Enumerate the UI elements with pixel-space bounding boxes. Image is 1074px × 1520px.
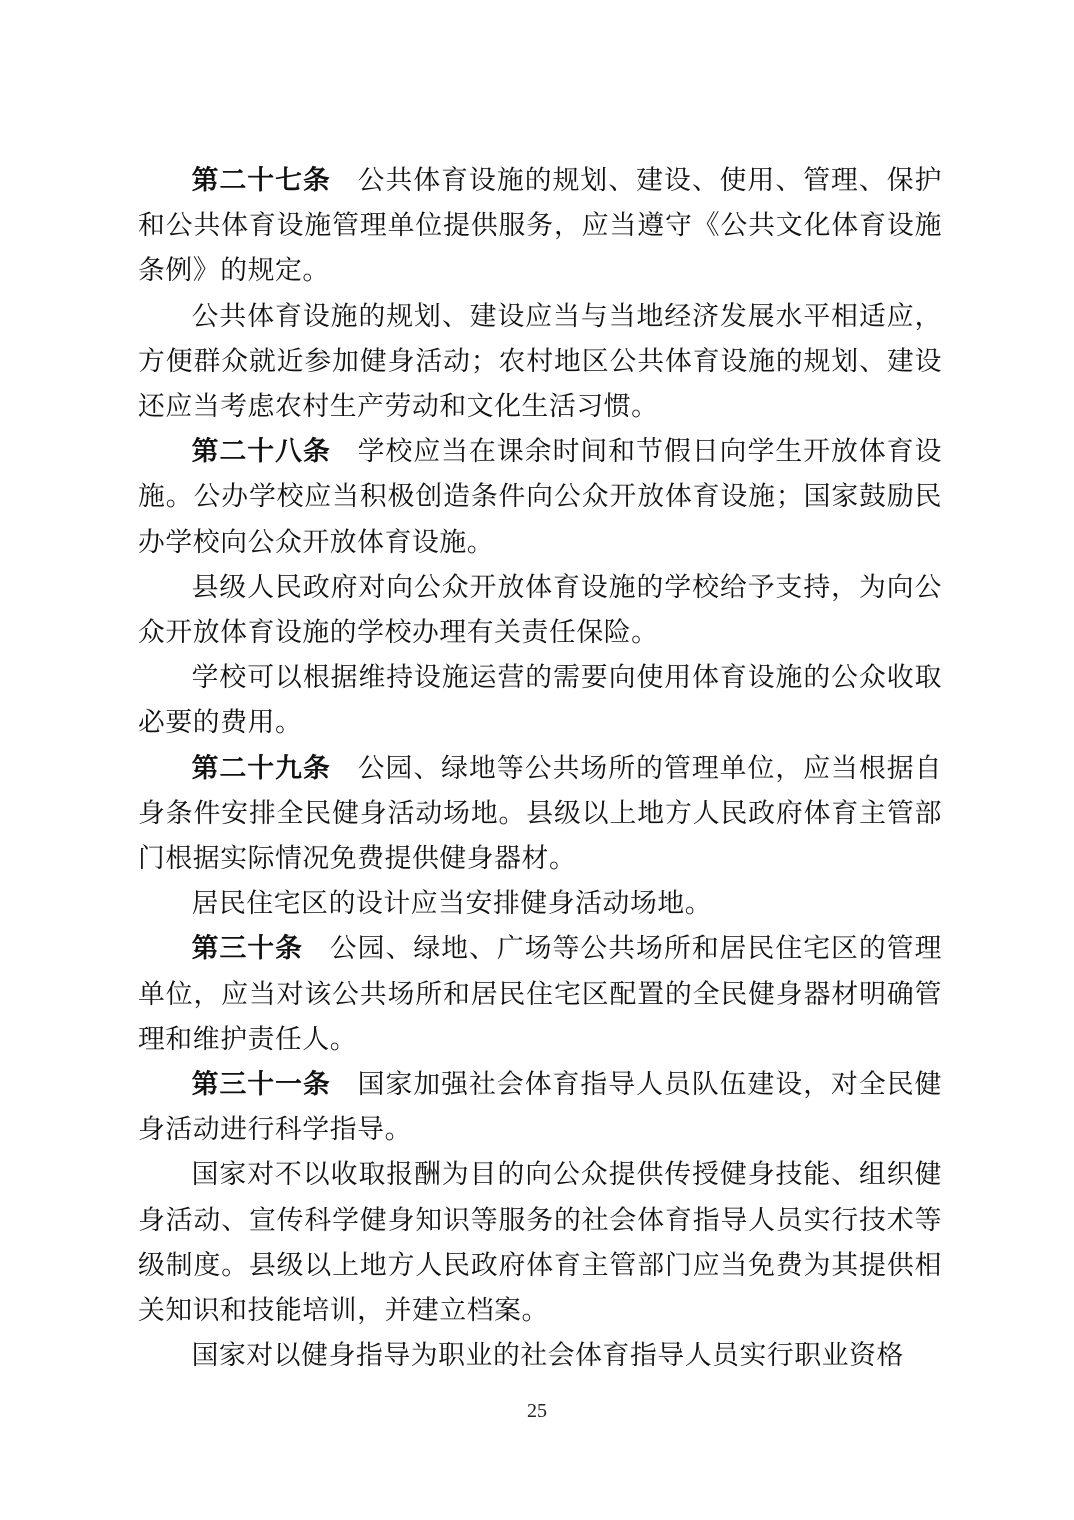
article-30-text-1: 公园、绿地、广场等公共场所和居民住宅区的管理单位，应当对该公共场所和居民住宅区配置的全民健身器材明确管理和维护责任人。 xyxy=(138,933,943,1055)
article-29-text-2: 居民住宅区的设计应当安排健身活动场地。 xyxy=(191,888,713,920)
article-27-heading: 第二十七条 xyxy=(191,165,331,196)
article-31-paragraph-3 xyxy=(138,1333,942,1378)
article-29-text-1: 公园、绿地等公共场所的管理单位，应当根据自身条件安排全民健身活动场地。县级以上地方人民政府体育主管部门根据实际情况免费提供健身器材。 xyxy=(138,752,942,875)
article-27-text-1: 公共体育设施的规划、建设、使用、管理、保护和公共体育设施管理单位提供服务，应当遵守《公共文化体育设施条例》的规定。 xyxy=(138,165,942,287)
article-29-paragraph-2 xyxy=(138,881,942,926)
article-28-paragraph-1 xyxy=(138,429,942,565)
article-28-text-2: 县级人民政府对向公众开放体育设施的学校给予支持，为向公众开放体育设施的学校办理有关责任保险。 xyxy=(138,571,942,649)
article-31-text-3: 国家对以健身指导为职业的社会体育指导人员实行职业资格 xyxy=(191,1340,904,1372)
article-30-heading: 第三十条 xyxy=(191,933,303,965)
article-28-paragraph-3 xyxy=(138,655,942,745)
page-number: 25 xyxy=(527,1400,547,1422)
article-28-text-3: 学校可以根据维持设施运营的需要向使用体育设施的公众收取必要的费用。 xyxy=(138,662,942,739)
article-28-heading: 第二十八条 xyxy=(191,436,331,468)
article-27-paragraph-2 xyxy=(138,294,942,430)
article-31-text-1: 国家加强社会体育指导人员队伍建设，对全民健身活动进行科学指导。 xyxy=(138,1069,942,1146)
article-31-paragraph-2 xyxy=(138,1152,942,1333)
article-31-paragraph-1 xyxy=(138,1062,942,1152)
article-28-text-1: 学校应当在课余时间和节假日向学生开放体育设施。公办学校应当积极创造条件向公众开放体育设施；国家鼓励民办学校向公众开放体育设施。 xyxy=(138,436,942,558)
article-31-text-2: 国家对不以收取报酬为目的向公众提供传授健身技能、组织健身活动、宣传科学健身知识等服务的社会体育指导人员实行技术等级制度。县级以上地方人民政府体育主管部门应当免费为其提供相关知识和技能培训，并建立档案。 xyxy=(138,1159,942,1327)
article-27-text-2: 公共体育设施的规划、建设应当与当地经济发展水平相适应，方便群众就近参加健身活动；农村地区公共体育设施的规划、建设还应当考虑农村生产劳动和文化生活习惯。 xyxy=(138,300,942,423)
article-31-heading: 第三十一条 xyxy=(191,1069,331,1101)
article-27-paragraph-1 xyxy=(138,158,942,294)
article-29-heading: 第二十九条 xyxy=(191,752,331,784)
article-28-paragraph-2 xyxy=(138,565,942,655)
regulation-text-body xyxy=(138,158,942,1378)
article-29-paragraph-1 xyxy=(138,746,942,882)
article-30-paragraph-1 xyxy=(138,926,942,1062)
